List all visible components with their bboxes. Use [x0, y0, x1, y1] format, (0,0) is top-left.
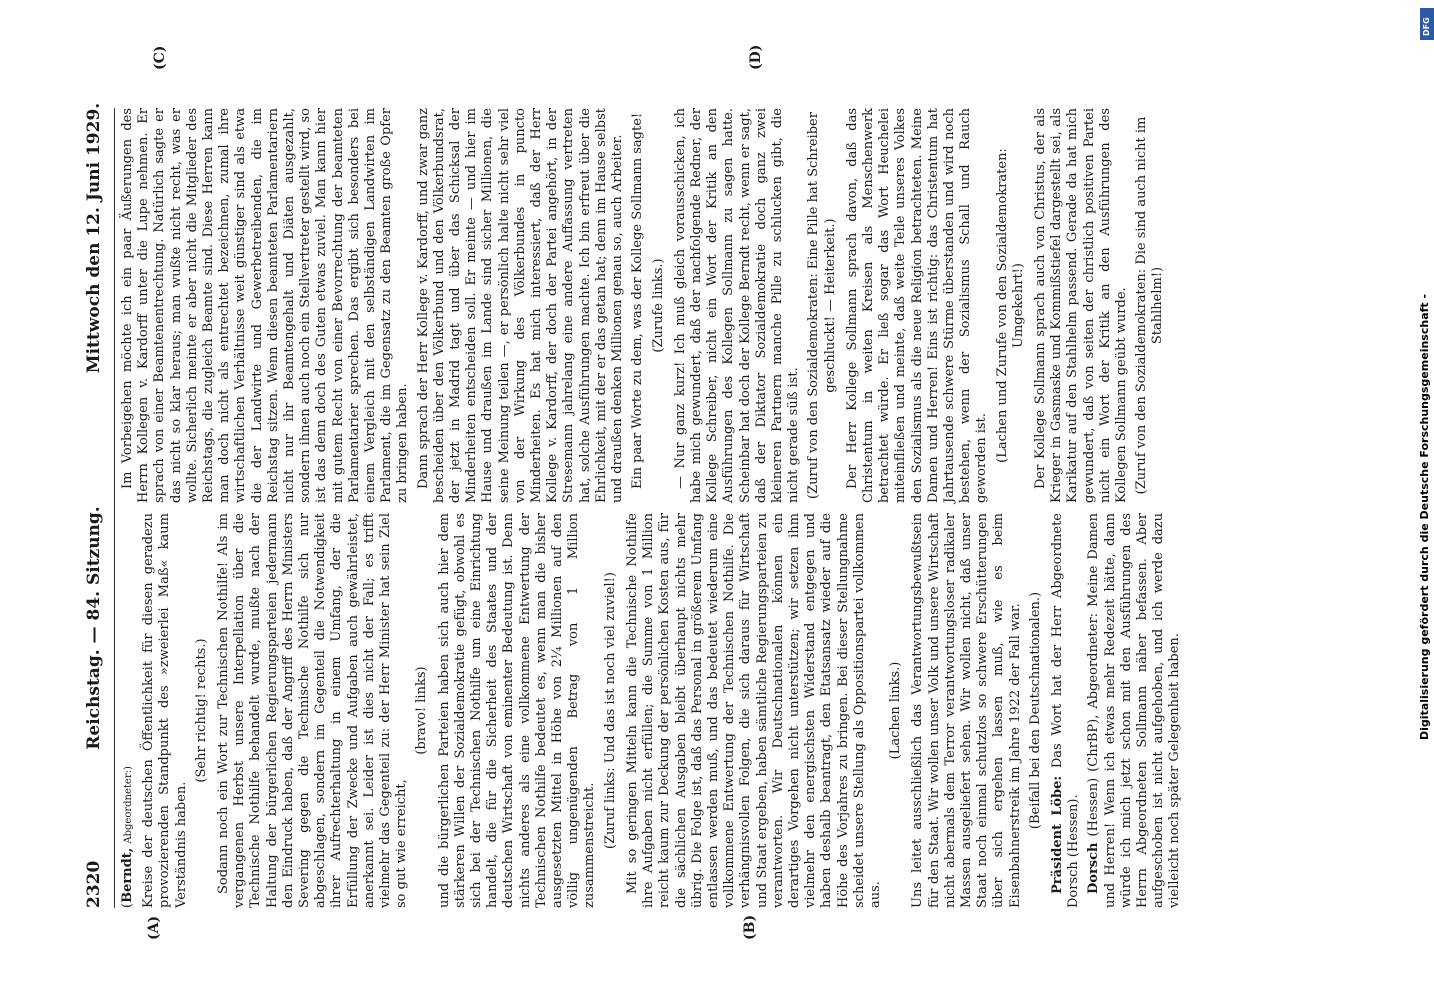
paragraph: Der Kollege Sollmann sprach auch von Christus, der als Krieger in Gasmaske und Kommißstiefel dargestellt sei, als Karikatur auf den Stahlhelm passend. Gerade da hat mich gewundert, daß von seiten der christlich positiven Partei nicht ein Wort der Kritik an den Ausführungen des Kollegen Sollmann geübt wurde. [1032, 108, 1129, 503]
digitization-note-text: Digitalisierung gefördert durch die Deutsche Forschungsgemeinschaft - [1418, 293, 1431, 740]
interjection: (Zurufe links.) [650, 258, 666, 353]
margin-marker-c: (C) [152, 45, 168, 70]
dorsch-statement [1086, 513, 1183, 908]
paragraph: Ein paar Worte zu dem, was der Kollege Sollmann sagte! [630, 112, 646, 489]
interjection: (Zuruf links: Und das ist noch viel zuviel!) [602, 572, 618, 849]
dfg-logo [1420, 8, 1434, 40]
dorsch-text: (Hessen) (ChrBP), Abgeordneter: Meine Damen und Herren! Wenn ich etwas mehr Redezeit hätte, dann würde ich mich jetzt schon mit den Ausführungen des Herrn Abgeordneten Sollmann näher befassen. Aber aufgeschoben ist nicht aufgehoben, und ich werde dazu vielleicht noch später Gelegenheit haben. [1086, 513, 1183, 908]
paragraph: Kreise der deutschen Öffentlichkeit für diesen geradezu provozierenden Standpunkt des »zweierlei Maß« kaum Verständnis haben. [141, 513, 189, 908]
margin-marker-a: (A) [146, 915, 162, 940]
dfg-logo-text: DFG [1422, 17, 1431, 36]
digitization-note [1418, 10, 1434, 990]
paragraph: Mit so geringen Mitteln kann die Technische Nothilfe ihre Aufgaben nicht erfüllen; die Summe von 1 Million reicht kaum zur Deckung der persönlichen Kosten aus, für die sächlichen Ausgaben bleibt überhaupt nichts mehr übrig. Die Folge ist, daß das Personal in größerem Umfang entlassen werden muß, und das bedeutet wiederum eine vollkommene Entwertung der Technischen Nothilfe. Die verhängnisvollen Folgen, die sich daraus für Wirtschaft und Staat ergeben, haben sämtliche Regierungsparteien zu verantworten. Wir Deutschnationalen können ein derartiges Vorgehen nicht unterstützen; wir setzen ihm vielmehr den energischsten Widerstand entgegen und haben deshalb beantragt, den Etatsansatz wieder auf die Höhe des Vorjahres zu bringen. Bei dieser Stellungnahme scheidet unsere Stellung als Oppositionspartei vollkommen aus. [624, 513, 883, 908]
paragraph: Der Herr Kollege Sollmann sprach davon, daß das Christentum in weiten Kreisen als Menschenwerk betrachtet würde. Er ließ sogar das Wort Heuchelei miteinfließen und meinte, daß weite Teile unseres Volkes den Sozialismus als die neue Religion betrachteten. Meine Damen und Herren! Eins ist richtig: das Christentum hat Jahrtausende schwere Stürme überstanden und wird noch bestehen, wenn der Sozialismus Schall und Rauch geworden ist. [844, 108, 990, 503]
paragraph: Dann sprach der Herr Kollege v. Kardorff, und zwar ganz bescheiden über den Völkerbund und den Völkerbundsrat, der jetzt in Madrid tagt und über das Schicksal der Minderheiten entscheiden soll. Er meinte — und hier im Hause und draußen im Lande sind sicher Millionen, die seine Meinung teilen —, er persönlich halte nicht sehr viel von der Wirkung des Völkerbundes in puncto Minderheiten. Es hat mich interessiert, daß der Herr Kollege v. Kardorff, der doch der Partei angehört, in der Stresemann jahrelang eine andere Auffassung vertreten hat, solche Ausführungen machte. Ich bin erfreut über die Ehrlichkeit, mit der er das getan hat; denn im Hause selbst und draußen denken Millionen genau so, auch Arbeiter. [415, 108, 626, 503]
interjection: (Sehr richtig! rechts.) [193, 638, 209, 783]
interjection: (Lachen links.) [888, 661, 904, 760]
interjection: (bravo! links) [414, 666, 430, 755]
interjection: (Zuruf von den Sozialdemokraten: Die sind auch nicht im Stahlhelm!) [1134, 116, 1166, 495]
president-statement [1050, 513, 1082, 908]
president-name: Präsident Löbe: [1049, 775, 1065, 894]
interjection: (Beifall bei den Deutschnationalen.) [1027, 591, 1043, 830]
text-column-left [120, 513, 1188, 908]
header-rule [114, 108, 115, 908]
president-text: Das Wort hat der Herr Abgeordnete Dorsch (Hessen). [1049, 512, 1082, 908]
margin-marker-b: (B) [742, 914, 758, 940]
page-header [82, 8, 112, 908]
paragraph: — Nur ganz kurz! Ich muß gleich vorausschicken, ich habe mich gewundert, daß der nachfolgende Redner, der Kollege Schreiber, nicht ein Wort der Kritik an den Ausführungen des Kollegen Sollmann zu sagen hatte. Scheinbar hat doch der Kollege Berndt recht, wenn er sagt, daß der Diktator Sozialdemokratie doch ganz zwei kleineren Partnern manche Pille zu schlucken gibt, die nicht gerade süß ist. [672, 108, 802, 503]
text-column-right [120, 108, 1173, 503]
interjection: (Zuruf von den Sozialdemokraten: Eine Pille hat Schreiber geschluckt! — Heiterkeit.) [806, 112, 838, 499]
speaker-role: Abgeordneter:) [123, 766, 134, 844]
paragraph: Uns leitet ausschließlich das Verantwortungsbewußtsein für den Staat. Wir wollen unser Volk und unsere Wirtschaft nicht abermals dem Terror verantwortungsloser radikaler Massen ausgeliefert sehen. Wir wollen nicht, daß unser Staat noch einmal schutzlos so schwere Erschütterungen über sich ergehen lassen muß, wie es beim Eisenbahnerstreik im Jahre 1922 der Fall war. [910, 513, 1023, 908]
paragraph: Sodann noch ein Wort zur Technischen Nothilfe! Als im vergangenen Herbst unsere Interpellation über die Technische Nothilfe behandelt wurde, mußte nach der Haltung der bürgerlichen Regierungsparteien jedermann den Eindruck haben, daß der Angriff des Herrn Ministers Severing gegen die Technische Nothilfe sich nur abgeschlagen, sondern im Gegenteil die Notwendigkeit ihrer Aufrechterhaltung in einem Umfang, der die Erfüllung der Zwecke und Aufgaben auch gewährleistet, anerkannt sei. Leider ist dies nicht der Fall; es trifft vielmehr das Gegenteil zu: der Herr Minister hat sein Ziel so gut wie erreicht, [216, 513, 410, 908]
dorsch-name: Dorsch [1086, 842, 1102, 894]
margin-marker-d: (D) [748, 44, 764, 70]
paragraph: Im Vorbeigehen möchte ich ein paar Äußerungen des Herrn Kollegen v. Kardorff unter die Lupe nehmen. Er sprach von einer Beamtenentrechtung. Natürlich sagte er das nicht so klar heraus; man wußte nicht recht, was er wollte. Sicherlich meinte er aber nicht die Mitglieder des Reichstags, die zugleich Beamte sind. Diese Herren kann man doch nicht als entrechtet bezeichnen, zumal ihre wirtschaftlichen Verhältnisse weit günstiger sind als etwa die der Landwirte und Gewerbetreibenden, die im Reichstag sitzen. Wenn diesen beamteten Parlamentariern nicht nur ihr Beamtengehalt und Diäten ausgezahlt, sondern ihnen auch noch ein Stellvertreter gestellt wird, so ist das denn doch des Guten etwas zuviel. Man kann hier mit gutem Recht von einer Bevorrechtung der beamteten Parlamentarier sprechen. Das ergibt sich besonders bei einem Vergleich mit den selbständigen Landwirten im Parlament, die im Gegensatz zu den Beamten große Opfer zu bringen haben. [120, 108, 411, 503]
speaker-name: Berndt, [120, 847, 135, 903]
speaker-continuation: (Berndt, Abgeordneter:) [120, 766, 135, 908]
header-date: Mittwoch den 12. Juni 1929. [84, 102, 104, 374]
header-session: Reichstag. — 84. Sitzung. [84, 506, 104, 750]
page-number: 2320 [84, 860, 104, 908]
paragraph: und die bürgerlichen Parteien haben sich auch hier dem stärkeren Willen der Sozialdemokratie gefügt, obwohl es sich bei der Technischen Nothilfe um eine Einrichtung handelt, die für die Sicherheit des Staates und der deutschen Wirtschaft von eminenter Bedeutung ist. Denn nichts anderes als eine vollkommene Entwertung der Technischen Nothilfe bedeutet es, wenn man die bisher ausgesetzten Mittel in Höhe von 2¼ Millionen auf den völlig ungenügenden Betrag von 1 Million zusammenstreicht. [436, 513, 598, 908]
interjection: (Lachen und Zurufe von den Sozialdemokraten: Umgekehrt!) [994, 148, 1026, 463]
